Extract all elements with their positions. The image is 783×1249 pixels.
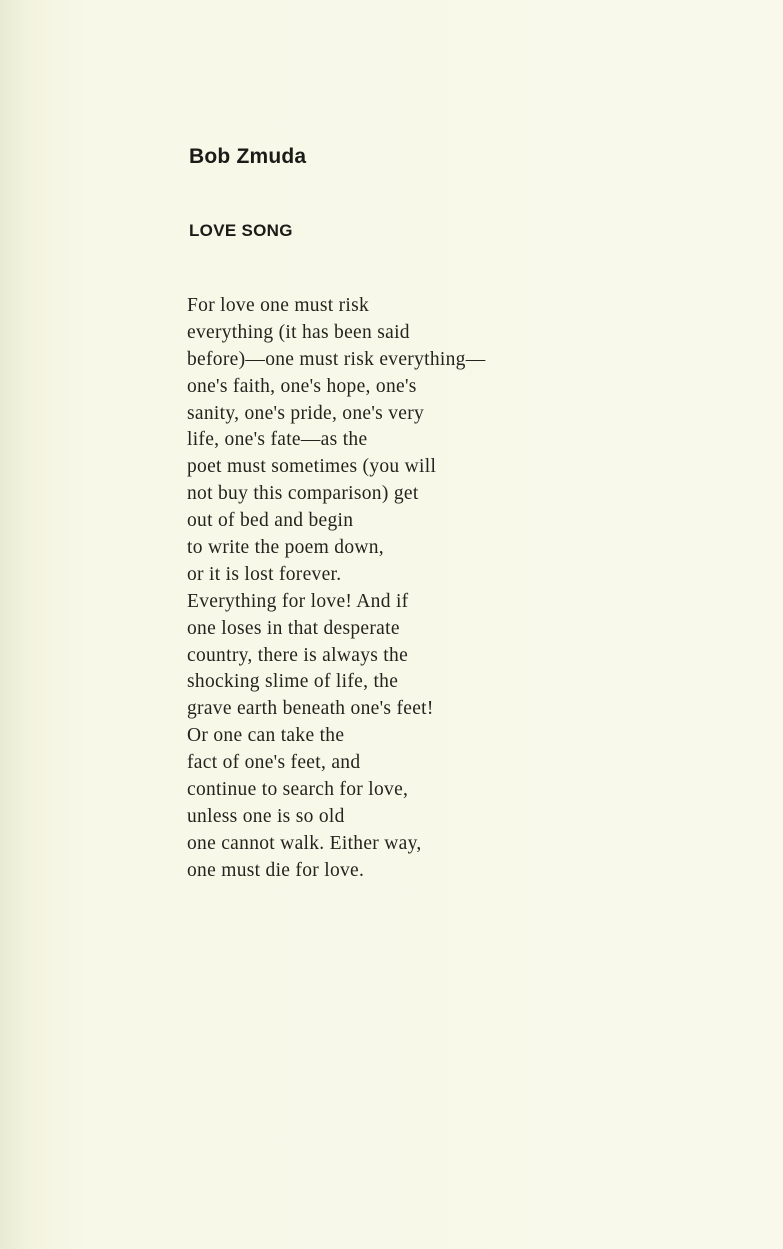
poem-line: one must die for love. (187, 859, 365, 881)
poem-line: grave earth beneath one's feet! (187, 698, 434, 720)
poem-title: LOVE SONG (189, 221, 293, 240)
poem-line: to write the poem down, (187, 537, 384, 559)
poem-line: or it is lost forever. (187, 563, 342, 585)
poem-line: Or one can take the (187, 725, 345, 747)
poem-line: one cannot walk. Either way, (187, 832, 422, 854)
poem-line: For love one must risk (187, 295, 370, 316)
poem-line: one's faith, one's hope, one's (187, 375, 417, 397)
poem-line: Everything for love! And if (187, 590, 409, 612)
poem-line: fact of one's feet, and (187, 752, 361, 774)
poem-line: before)—one must risk everything— (187, 348, 486, 370)
poem-line: not buy this comparison) get (187, 483, 419, 505)
poem-body (187, 293, 486, 885)
author-name: Bob Zmuda (189, 145, 307, 168)
poem-line: unless one is so old (187, 805, 345, 827)
poem-line: continue to search for love, (187, 779, 409, 801)
poem-line: one loses in that desperate (187, 617, 400, 639)
poem-line: out of bed and begin (187, 510, 354, 532)
poem-line: country, there is always the (187, 644, 409, 666)
poem-line: sanity, one's pride, one's very (187, 402, 425, 424)
poem-line: poet must sometimes (you will (187, 456, 437, 478)
poem-line: life, one's fate—as the (187, 429, 368, 451)
poem-line: shocking slime of life, the (187, 671, 399, 693)
poem-line: everything (it has been said (187, 321, 410, 343)
